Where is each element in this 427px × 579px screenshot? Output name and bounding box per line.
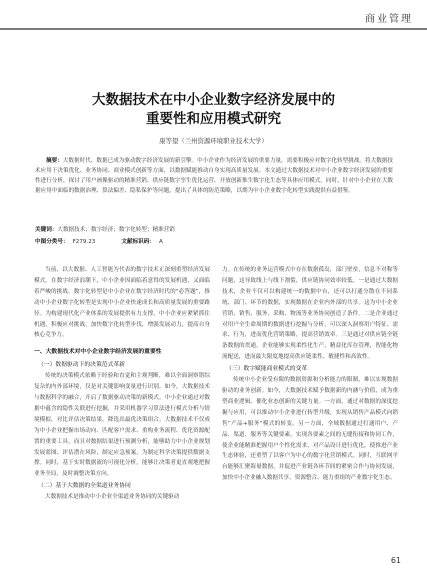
body-paragraph: 力。在传统的业务运营模式中存在数据孤岛，部门壁垒，信息不对称等问题，这导致线上与线下割裂，供应链协同效率较低。一是通过大数据技术，企业不仅可以构建统一的数据中台，还可以打通分散在不同系统、部门、环节的数据，实现数据在企业内外部的共享。这为中小企业营销、销售、服务、采购、物流等业务协同创造了条件。二是企业通过对用户全生命周期的数据进行挖掘与分析，可以深入洞察用户特征、需求、行为，进而优化营销策略，提高营销效率。三是通过对供应链全链条数据的贯通，企业能够实现柔性化生产，精益化库存管理，智能化物流配送，进而最大限度地提高供应链柔性、敏捷性和高效性。 — [222, 267, 398, 361]
author-affiliation: 康等望（兰州资源环境职业技术大学） — [159, 137, 268, 145]
body-paragraph: 传统中小企业受有限的数据资源和分析能力的限制，难以实现数据驱动的业务创新。如今，大数据技术赋予数据新的内涵与价值，成为重塑商业逻辑、催化业态创新的关键力量。一方面，通过对数据的深度挖掘与应用，可以推动中小企业进行转型升级，实现从销售产品模式向销售“产品+服务”模式的转变。另一方面，全域数据通过打通用户、产品、渠道、服务等关键要素，实现各要素之间的无缝衔接和协同工作，使企业能精准把握用户个性化需求，对产品设计进行优化，使推进产业生态体验，还重塑了以客户为中心的数字化营销模式。同时，互联网平台能够汇聚海量数据，并促进产业链各环节间的紧密合作与协同发展，加快中小企业融入数据共享、资源整合、能力重组的产业数字化生态。 — [222, 377, 398, 482]
intro-paragraph: 当前，以大数据、人工智能为代表的数字技术正深刻重塑经济发展模式。在数字经济浪潮下，中小企业因面临着意得的发展机遇，又面临着严峻的挑战。数字化转型是中小企业在数字经济时代的“必答题”，推动中小企业数字化转型是实现中小企业快速成长和高质量发展的重要路径。为构建现代化产业体系的发展提供有力支撑，中小企业应紧紧抓住机遇，积极应对挑战，加快数字化转型步伐，增强发展动力，提高自身核心竞争力。 — [34, 267, 210, 339]
keywords — [35, 225, 393, 235]
paper-title-line2: 重要性和应用模式研究 — [146, 111, 281, 127]
header-rule — [0, 8, 427, 30]
abstract-label: 摘要： — [46, 158, 63, 164]
body-paragraph: 传统的决策模式依赖于经验和直觉和主观判断，难以全面洞察错综复杂的内外部环境，仅是对关键影响变量进行识别。如今，大数据技术与数据科学的融合，开启了数据驱动决策的新模式。中小企业通过对数据中蕴含的隐性关联进行挖掘，并采用机器学习算法进行模式分析与情境模拟，对比评估决策结果。降选出最优决策组合。大数据技术不仅成为中小企业把握市场动向、匹配客户需求、重构业务流程、优化资源配置的重要工具，而且对数据结果进行预测分析，能够助力中小企业规划发展蓝图、评估潜在风险，制定应急预案，为制定科学决策提供数据支撑。同时，基于实时数据流的可视化分析，能够让决策者更直观地把握业务全局，及时调整决策方向。 — [34, 373, 210, 478]
keywords-text: 大数据技术；数字经济；数字化转型；精准营销 — [57, 227, 175, 233]
classification — [35, 237, 393, 245]
subsection-heading-1-2: （二）基于大数据的全渠道业务协同 — [38, 483, 131, 490]
section-heading-1: 一、大数据技术对中小企业数字经济发展的重要性 — [34, 349, 162, 356]
section-label: 商业管理 — [365, 14, 413, 25]
doc-code-label: 文献标识码： — [121, 239, 155, 245]
keywords-label: 关键词： — [35, 227, 58, 233]
clc-value: F279.23 — [72, 239, 96, 245]
clc-label: 中图分类号： — [35, 239, 69, 245]
paper-title-line1: 大数据技术在中小企业数字经济发展中的 — [92, 92, 335, 108]
abstract-text: 大数据时代、数据已成为驱动数字经济发展的新引擎。中小企业作为经济发展的重要力量，需要积极应对数字化转型挑战。将大数据技术应用于决策优化、业务协同、商业模式创新等方面，以数据赋能推动自身实现高质量发展。本文通过大数据技术对中小企业数字经济发展的重要性进行分析，探讨了用户画像驱动的精准营销、供应链数字孪生优化运营、开放创新推生数字化生态等具体应用模式。同时，针对中小企业在大数据应用中面临的数据治理、算法偏差、隐私保护等问题，提出了具体的防范策略，以期为中小企业数字化转型实践提供有益借鉴。 — [35, 158, 394, 194]
left-column — [34, 265, 210, 503]
abstract — [35, 156, 393, 196]
page-number: 61 — [390, 556, 401, 565]
doc-code-value: A — [158, 239, 163, 245]
subsection-heading-1-1: （一）数据驱动下的决策范式革新 — [38, 362, 125, 369]
body-paragraph: 大数据技术是推动中小企业全渠道业务协同的关键驱动 — [45, 494, 180, 501]
subsection-heading-1-3: （三）数字赋能商业模式的变革 — [226, 366, 308, 373]
right-column — [222, 265, 398, 484]
